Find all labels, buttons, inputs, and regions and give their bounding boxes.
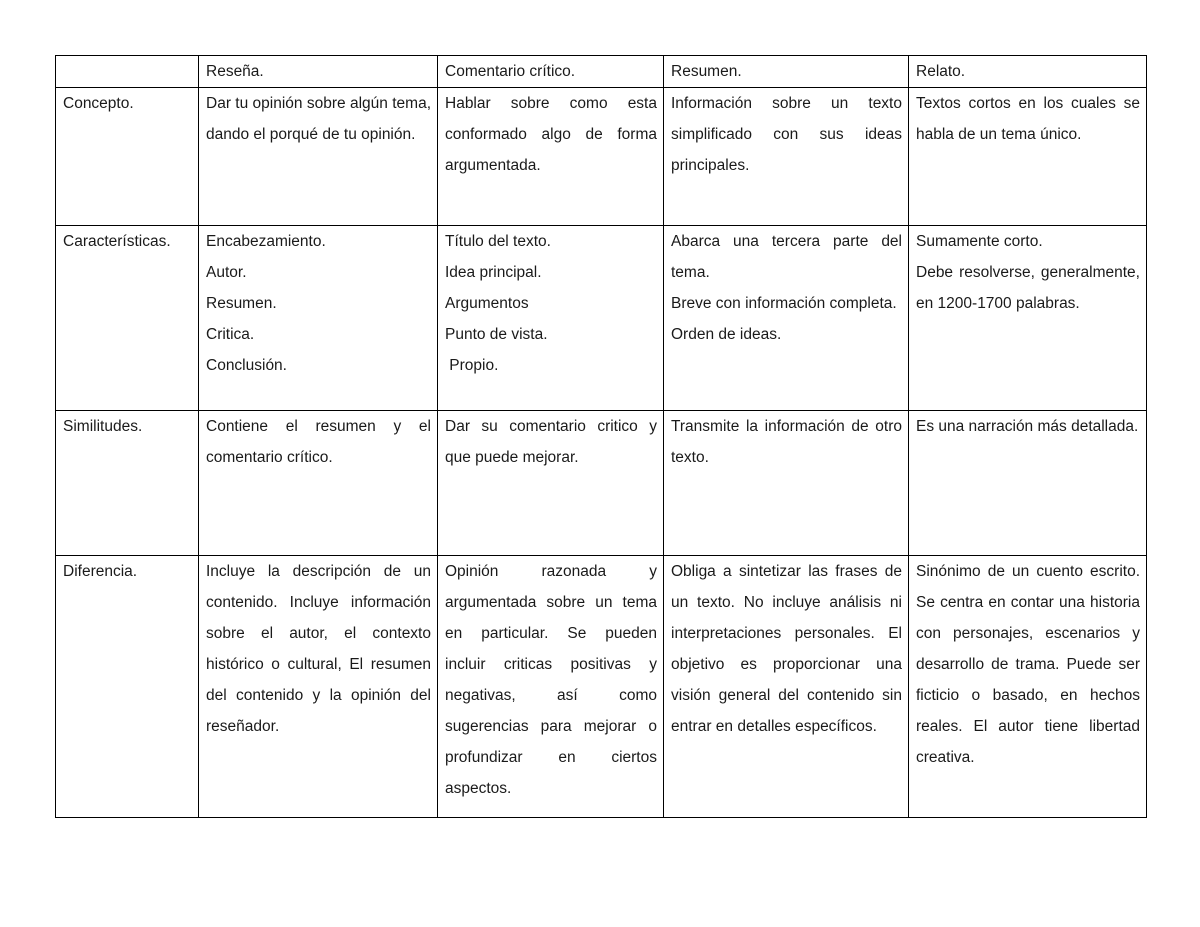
- cell-concepto-resena: Dar tu opinión sobre algún tema, dando el porqué de tu opinión.: [199, 88, 438, 226]
- row-label-concepto: Concepto.: [56, 88, 199, 226]
- cell-similitudes-relato: Es una narración más detallada.: [909, 411, 1147, 556]
- header-cell-resumen: Resumen.: [664, 56, 909, 88]
- cell-caracteristicas-comentario: [438, 226, 664, 411]
- row-label-diferencia: Diferencia.: [56, 556, 199, 818]
- list-item: Idea principal.: [445, 264, 542, 281]
- list-item: Resumen.: [206, 295, 277, 312]
- table-row-diferencia: [56, 556, 1147, 818]
- comparison-table: [55, 55, 1147, 818]
- row-label-similitudes: Similitudes.: [56, 411, 199, 556]
- list-item: Punto de vista.: [445, 326, 548, 343]
- list-item: Título del texto.: [445, 233, 551, 250]
- list-item: Breve con información completa.: [671, 295, 897, 312]
- header-cell-relato: Relato.: [909, 56, 1147, 88]
- table-row-caracteristicas: [56, 226, 1147, 411]
- cell-diferencia-resena: Incluye la descripción de un contenido. Incluye información sobre el autor, el contexto histórico o cultural, El resumen del contenido y la opinión del reseñador.: [199, 556, 438, 818]
- list-item: Sumamente corto.: [916, 233, 1043, 250]
- list-item: Debe resolverse, generalmente, en 1200-1700 palabras.: [916, 264, 1140, 312]
- list-item: Argumentos: [445, 295, 529, 312]
- list-item: Abarca una tercera parte del tema.: [671, 233, 902, 281]
- list-item: Autor.: [206, 264, 247, 281]
- header-cell-empty: [56, 56, 199, 88]
- list-item: Critica.: [206, 326, 255, 343]
- list-item: Conclusión.: [206, 357, 287, 374]
- row-label-caracteristicas: Características.: [56, 226, 199, 411]
- cell-concepto-comentario: Hablar sobre como esta conformado algo de forma argumentada.: [438, 88, 664, 226]
- list-item: Orden de ideas.: [671, 326, 782, 343]
- table-row-concepto: [56, 88, 1147, 226]
- cell-diferencia-comentario: Opinión razonada y argumentada sobre un tema en particular. Se pueden incluir criticas positivas y negativas, así como sugerencias para mejorar o profundizar en ciertos aspectos.: [438, 556, 664, 818]
- cell-similitudes-resumen: Transmite la información de otro texto.: [664, 411, 909, 556]
- cell-similitudes-resena: Contiene el resumen y el comentario crítico.: [199, 411, 438, 556]
- header-cell-comentario-critico: Comentario crítico.: [438, 56, 664, 88]
- cell-caracteristicas-relato: [909, 226, 1147, 411]
- cell-diferencia-resumen: Obliga a sintetizar las frases de un texto. No incluye análisis ni interpretaciones personales. El objetivo es proporcionar una visión general del contenido sin entrar en detalles específicos.: [664, 556, 909, 818]
- header-cell-resena: Reseña.: [199, 56, 438, 88]
- cell-concepto-resumen: Información sobre un texto simplificado con sus ideas principales.: [664, 88, 909, 226]
- cell-similitudes-comentario: Dar su comentario critico y que puede mejorar.: [438, 411, 664, 556]
- cell-diferencia-relato: Sinónimo de un cuento escrito. Se centra en contar una historia con personajes, escenarios y desarrollo de trama. Puede ser ficticio o basado, en hechos reales. El autor tiene libertad creativa.: [909, 556, 1147, 818]
- table-row-similitudes: [56, 411, 1147, 556]
- header-row: [56, 56, 1147, 88]
- cell-concepto-relato: Textos cortos en los cuales se habla de un tema único.: [909, 88, 1147, 226]
- list-item: Propio.: [445, 357, 499, 374]
- cell-caracteristicas-resumen: [664, 226, 909, 411]
- list-item: Encabezamiento.: [206, 233, 326, 250]
- cell-caracteristicas-resena: [199, 226, 438, 411]
